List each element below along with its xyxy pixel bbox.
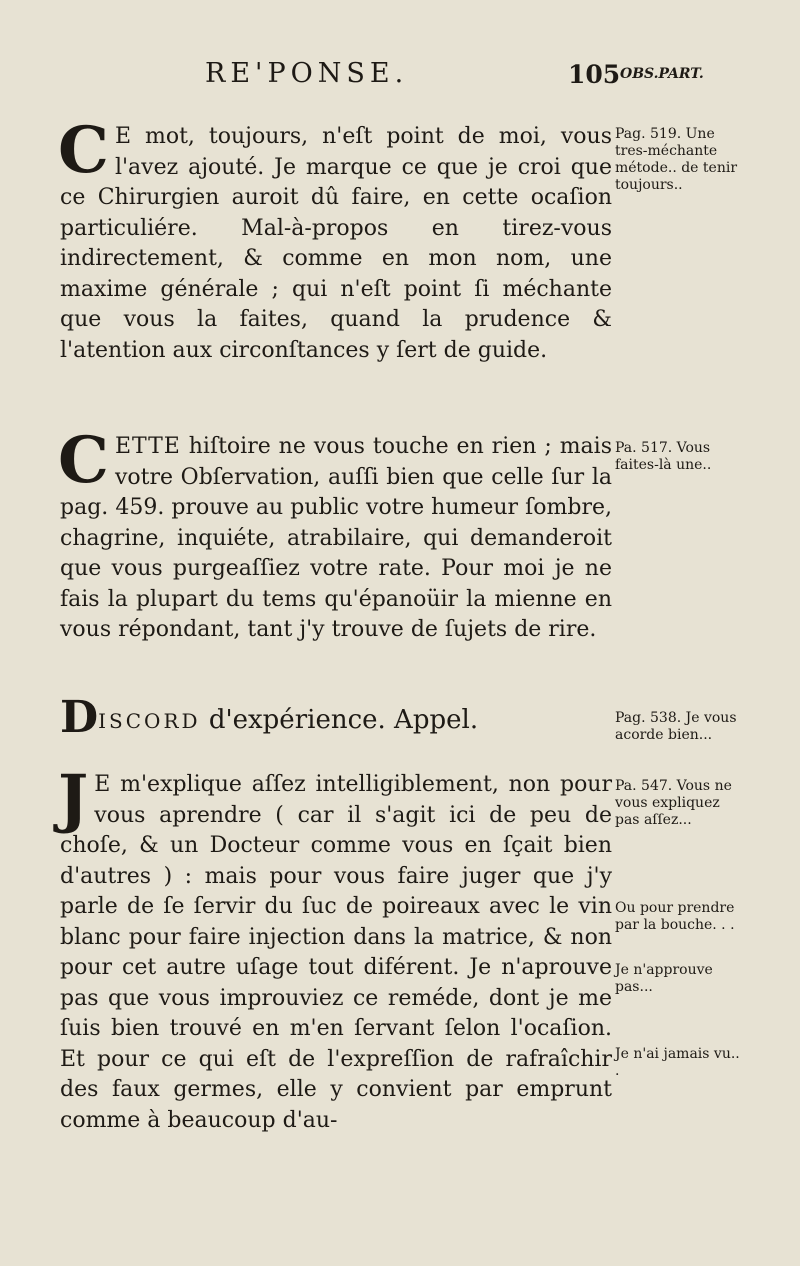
paragraph-lead: ETTE bbox=[114, 434, 181, 459]
paragraph-text: E mot, toujours, n'eſt point de moi, vous l'avez ajouté. Je marque ce que je croi que ce Chirurgien auroit dû faire, en cette ocaſion particuliére. Mal-à-propos en tirez-vous indirectement, & comme en mon nom, une maxime générale ; qui n'eſt point ſi méchante que vous la faites, quand la prudence & l'atention aux circonſtances y ſert de guide. bbox=[60, 124, 612, 363]
running-title: RE'PONSE. bbox=[205, 58, 409, 89]
drop-cap: C bbox=[58, 423, 109, 498]
margin-note: Pag. 519. Une tres-méchante métode.. de tenir toujours.. bbox=[615, 126, 738, 193]
margin-note: Pa. 517. Vous faites-là une.. bbox=[615, 440, 712, 473]
drop-cap: J bbox=[58, 761, 89, 836]
drop-cap: C bbox=[58, 113, 109, 188]
heading-initial: D bbox=[60, 692, 99, 743]
paragraph-3 bbox=[58, 761, 612, 1136]
page-number: 105 bbox=[568, 60, 621, 89]
margin-note: Ou pour prendre par la bouche. . . bbox=[615, 900, 735, 933]
margin-note: Pag. 538. Je vous acorde bien... bbox=[615, 710, 737, 743]
margin-note: Je n'approuve pas... bbox=[615, 962, 713, 995]
heading-text: d'expérience. Appel. bbox=[200, 705, 479, 735]
part-label: OBS.PART. bbox=[620, 66, 704, 82]
paragraph-1 bbox=[58, 113, 612, 366]
heading-smallcaps: ISCORD bbox=[98, 709, 201, 733]
section-heading bbox=[60, 692, 612, 743]
paragraph-text: E m'explique aſſez intelligiblement, non pour vous aprendre ( car il s'agit ici de peu de choſe, & un Docteur comme vous en ſçait bien d'autres ) : mais pour vous faire juger que j'y parle de ſe ſervir du ſuc de poireaux avec le vin blanc pour faire injection dans la matrice, & non pour cet autre uſage tout diférent. Je n'aprouve pas que vous improuviez ce reméde, dont je me ſuis bien trouvé en m'en ſervant ſelon l'ocaſion. Et pour ce qui eſt de l'expreſſion de rafraîchir des faux germes, elle y convient par emprunt comme à beaucoup d'au- bbox=[60, 772, 612, 1133]
paragraph-2 bbox=[58, 423, 612, 646]
page-header bbox=[60, 58, 740, 98]
paragraph-text: hiſtoire ne vous touche en rien ; mais votre Obſervation, auſſi bien que celle ſur la pag. 459. prouve au public votre humeur ſombre, chagrine, inquiéte, atrabilaire, qui demanderoit que vous purgeaſſiez votre rate. Pour moi je ne fais la plupart du tems qu'épanoüir la mienne en vous répondant, tant j'y trouve de ſujets de rire. bbox=[60, 434, 612, 642]
margin-note: Pa. 547. Vous ne vous expliquez pas aſſez... bbox=[615, 778, 732, 828]
margin-note: Je n'ai jamais vu.. . bbox=[615, 1046, 740, 1079]
